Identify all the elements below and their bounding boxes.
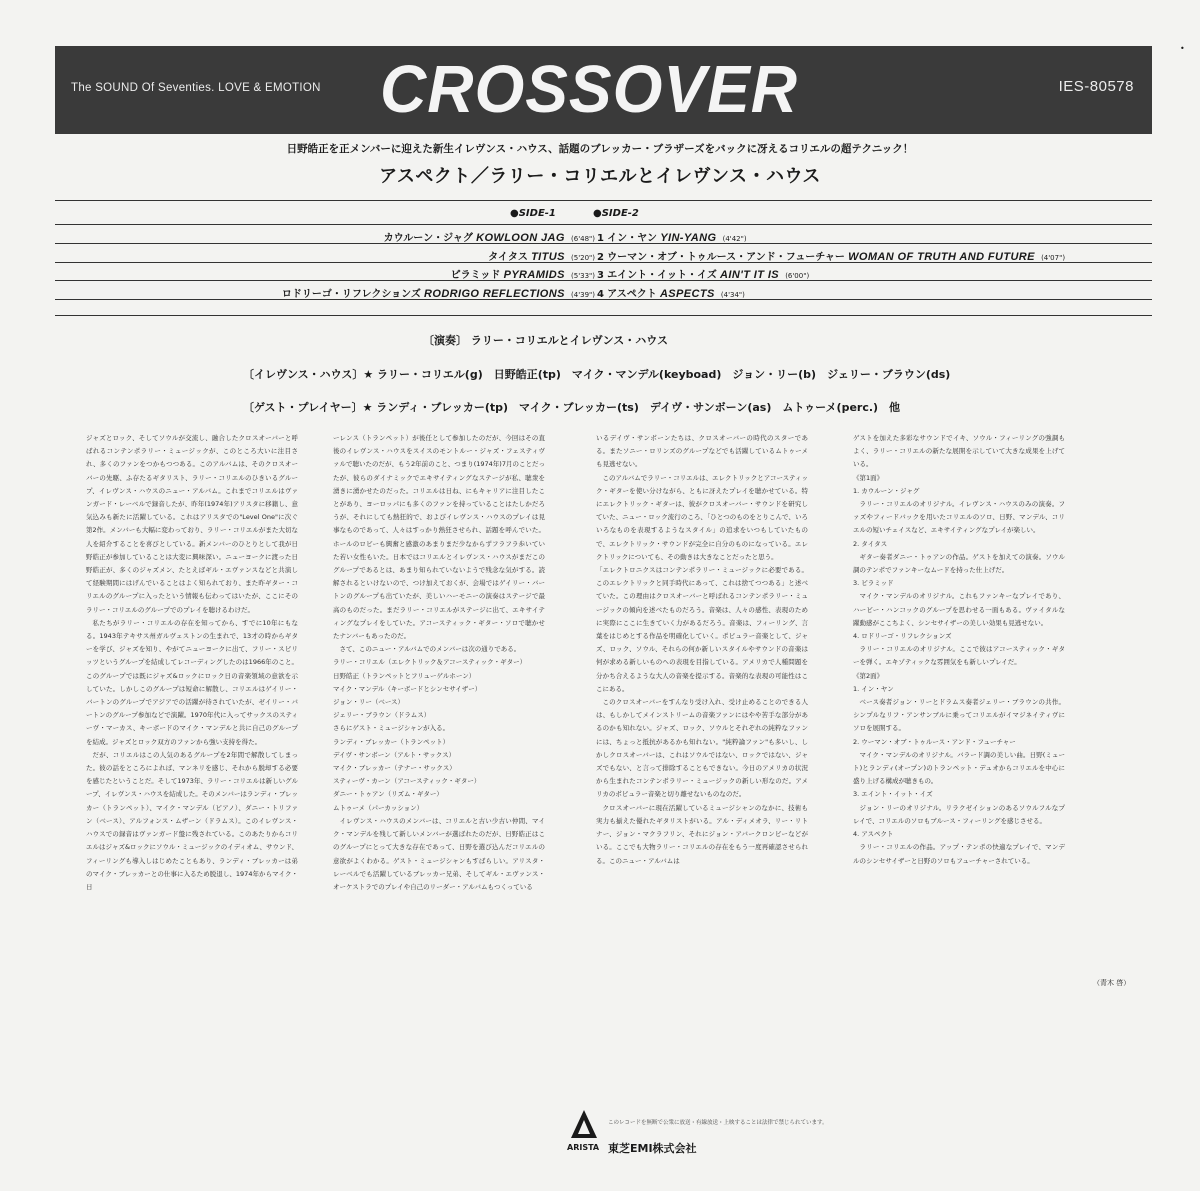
- divider: [55, 262, 1152, 263]
- track-note: ラリー・コリエルのオリジナル。ここで彼はアコースティック・ギターを弾く。エキゾティックな雰囲気をも新しいプレイだ。: [853, 645, 1065, 667]
- track-title-en: YIN-YANG: [660, 232, 717, 244]
- track-title-en: AIN'T IT IS: [720, 269, 780, 281]
- divider: [55, 200, 1152, 201]
- arista-logo-icon: [570, 1108, 598, 1142]
- corner-mark: •: [1180, 44, 1185, 53]
- track-note: ジョン・リーのオリジナル。リラクゼイションのあるソウルフルなプレイで、コリエルのソロもブルース・フィーリングを感じさせる。: [853, 803, 1065, 825]
- member-line: スティーヴ・カーン（アコースティック・ギター）: [333, 777, 481, 786]
- liner-notes-column-3: [596, 432, 808, 992]
- track-duration: (6'00"): [785, 272, 810, 280]
- track-note-heading: 1. カウルーン・ジャグ: [853, 486, 920, 495]
- legal-note: [608, 1119, 828, 1127]
- liner-paragraph: さて、このニュー・アルバムでのメンバーは次の通りである。: [339, 645, 521, 654]
- track-list-item: [488, 248, 595, 263]
- track-note: ベース奏者ジョン・リーとドラムス奏者ジェリー・ブラウンの共作。シンプルなリフ・アンサンブルに乗ってコリエルがイマジネイティヴにソロを展開する。: [853, 698, 1065, 733]
- liner-notes-column-2: [333, 432, 545, 992]
- side-2-heading: ●SIDE‐2: [593, 208, 639, 219]
- section-heading: 《第1面》: [853, 473, 884, 482]
- track-note-heading: 3. ピラミッド: [853, 579, 894, 588]
- member-line: さらにゲスト・ミュージシャンが入る。: [333, 724, 450, 733]
- track-duration: (4'42"): [722, 235, 747, 243]
- track-number: 2: [597, 252, 604, 263]
- liner-paragraph: このアルバムでラリー・コリエルは、エレクトリックとアコースティック・ギターを使い分けながら、ともに冴えたプレイを聴かせている。特にエレクトリック・ギターは、彼がクロスオーバー・サウンドを研究していた、ニュー・ロック流行のころ、「ひとつのものをとりこんで、いろいろなものを表現するようなスタイル」の追求をいつもしていたもので、エレクトリック・サウンドが完全に自分のものになっている。エレクトリックについても、その動きは大きなことだったと思う。: [596, 473, 808, 561]
- liner-paragraph: イレヴンス・ハウスのメンバーは、コリエルと古い少古い仲間、マイク・マンデルを残して新しいメンバーが選ばれたのだが、日野皓正はこのグループにとって大きな存在であって、日野を選び込んだコリエルの意欲がよくわかる。ゲスト・ミュージシャンもすばらしい。アリスタ・レーベルでも活躍しているブレッカー兄弟、そしてギル・エヴァンス・オーケストラでのプレイや自己のリーダー・アルバムもつくっている: [333, 816, 545, 891]
- track-title-en: KOWLOON JAG: [476, 232, 565, 244]
- liner-notes-column-1: [86, 432, 298, 992]
- divider: [55, 280, 1152, 281]
- section-heading: 《第2面》: [853, 671, 884, 680]
- track-title-en: WOMAN OF TRUTH AND FUTURE: [848, 251, 1035, 263]
- track-number: 1: [597, 233, 604, 244]
- track-list-item: [451, 266, 595, 281]
- track-list-item: [597, 248, 1065, 263]
- track-note-heading: 2. ウーマン・オブ・トゥルース・アンド・フューチャー: [853, 737, 1016, 746]
- member-line: ランディ・ブレッカー（トランペット）: [333, 737, 450, 746]
- track-title-jp: カウルーン・ジャグ: [383, 233, 473, 244]
- divider: [55, 243, 1152, 244]
- track-list-item: [597, 266, 809, 281]
- side-1-heading: ●SIDE‐1: [510, 208, 556, 219]
- track-duration: (4'34"): [720, 291, 745, 299]
- track-title-jp: ロドリーゴ・リフレクションズ: [281, 289, 421, 300]
- divider: [55, 315, 1152, 316]
- album-title: アスペクト／ラリー・コリエルとイレヴンス・ハウス: [379, 166, 821, 187]
- track-title-jp: ウーマン・オブ・トゥルース・アンド・フューチャー: [607, 252, 845, 263]
- member-line: ダニー・トゥアン（リズム・ギター）: [333, 790, 443, 799]
- track-note: マイク・マンデルのオリジナル。これもファンキーなプレイであり、ハービー・ハンコックのグループを思わせる一面もある。ヴァイタルな躍動感がここちよく、シンセサイザーの美しい効果も見逃せない。: [853, 592, 1065, 627]
- track-title-jp: ピラミッド: [450, 270, 501, 281]
- track-duration: (5'33"): [571, 272, 595, 280]
- promo-tagline: 日野皓正を正メンバーに迎えた新生イレヴンス・ハウス、話題のブレッカー・ブラザーズをバックに冴えるコリエルの超テクニック！: [286, 143, 914, 155]
- header-banner: [55, 46, 1152, 134]
- liner-paragraph: だが、コリエルはこの人気のあるグループを2年間で解散してしまった。彼の話をところによれば、マンネリを感じ、それから脱却する必要を感じたということだ。そして1973年、ラリー・コリエルは新しいグループ、イレヴンス・ハウスを結成した。そのメンバーはランディ・ブレッカー（トランペット）、マイク・マンデル（ピアノ）、ダニー・トリファン（ベース）、アルフォンス・ムザーン（ドラムス）。このイレヴンス・ハウスでの録音はヴァンガード盤に残されている。このあたりからコリエルはジャズ&ロックにソウル・ミュージックのイディオム、サウンド、フィーリングも導入しはじめたこともあり、ランディ・ブレッカーは弟のマイク・ブレッカーとの仕事に入るため脱退し、1974年からマイク・日: [86, 750, 298, 891]
- member-line: マイク・ブレッカー（テナー・サックス）: [333, 764, 456, 773]
- divider: [55, 299, 1152, 300]
- member-line: ジェリー・ブラウン（ドラムス）: [333, 711, 431, 720]
- track-note: ラリー・コリエルのオリジナル。イレヴンス・ハウスのみの演奏。ファズやフィードバックを用いたコリエルのソロ、日野、マンデル、コリエルの短いチェイスなど、エキサイティングなプレイが楽しい。: [853, 500, 1065, 535]
- author-signature: （青木 啓）: [1093, 979, 1131, 987]
- liner-paragraph: 私たちがラリー・コリエルの存在を知ってから、すでに10年にもなる。1943年テキサス州ガルヴェストンの生まれで、13才の時からギターを学び、ジャズを知り、やがてニューヨークに出て、フリー・スピリッツというグループを結成してレコーディングしたのは1966年のこと。このグループでは既にジャズ&ロックにロック日の音楽領域の意欲を示していた。しかしこのグループは短命に解散し、コリエルはゲイリー・バートンのグループでアジアでの活躍が待されていたが、ゼイリー・バートンのグループ参加などで演躍。1970年代に入ってサックスのスティーヴ・マーカス、キーボードのマイク・マンデルと共に自己のグループを結成。ジャズとロック双方のファンから強い支持を得た。: [86, 618, 298, 746]
- track-note-heading: 4. アスペクト: [853, 830, 894, 839]
- liner-paragraph: このクロスオーバーをすんなり受け入れ、受け止めることのできる人は、もしかしてメインストリームの音楽ファンにはやや苦手な部分があるのかも知れない。ジャズ、ロック、ソウルとそれぞれの純粋なファンには、ちょっと抵抗があるかも知れない。"純粋論ファン"も多いし、しかしクロスオーバーは、これはソウルではない、ロックではない、ジャズでもない、と言って排除することもできない。今日のアメリカの状況から生まれたコンテンポラリー・ミュージックの新しい形なのだ。アメリカのポピュラー音楽と切り離せないものなのだ。: [596, 698, 808, 799]
- company-name: 東芝EMI株式会社: [608, 1142, 697, 1155]
- track-list-item: [597, 285, 745, 300]
- liner-paragraph: 「エレクトロニクスはコンテンポラリー・ミュージックに必要である。このエレクトリックと同手時代にあって、これは捨てつつある」と述べていた。この理由はクロスオーバーと呼ばれるコンテンポラリー・ミュージックの傾向を述べたものだろう。音楽は、人々の感性、表現のために実際にここに生きていく力があるだろう。音楽は、フィーリング、言葉をはじめとする作品を明確化していく。ポピュラー音楽として、ジャズ、ロック、ソウル、それらの何か新しいスタイルやサウンドの音楽は何が求める新しいものへの表現を目指している。アメリカで人種問題を分かち合えるような大人の音楽を提示する。音楽的な表現の可能性はここにある。: [596, 566, 808, 693]
- liner-paragraph: いるデイヴ・サンボーンたちは、クロスオーバーの時代のスターである。またソニー・ロリンズのグループなどでも活躍しているムトゥーメも見逃せない。: [596, 434, 808, 469]
- track-number: 3: [597, 270, 604, 281]
- track-list-item: [384, 229, 595, 244]
- track-title-jp: イン・ヤン: [607, 233, 658, 244]
- track-duration: (6'48"): [571, 235, 595, 243]
- label-name: ARISTA: [567, 1143, 600, 1152]
- track-title-en: ASPECTS: [659, 288, 715, 300]
- liner-paragraph: ーレンス（トランペット）が後任として参加したのだが、今回はその直後のイレヴンス・ハウスをスイスのモントルー・ジャズ・フェスティヴァルで聴いたのだが、もう2年前のこと、つまり(1974年)7月のことだったが、彼らのダイナミックでエキサイティングなステージが私、聴衆を湧きに湧かせたのだった。コリエルは日ね、にもキャリアに注目したことがあり、ヨーロッパにも多くのファンを持っていることはたしかだろうが、それにしても熱狂的で、およびイレヴンス・ハウスのプレイは見事なものであって、人々はすっかり熱狂させられ、話題を呼んでいた。ホールのロビーも興奮と感激のあまりまだ少なからずフラフラ歩いていた若い女性もいた。日本ではコリエルとイレヴンス・ハウスがまだこのグループであるとは、あまり知られていないようで残念な気がする。読解されるといけないので、つけ加えておくが、会場ではゲイリー・バートンのグループも出ていたが、美しいハーモニーの演奏はステージで最高のものだった。まだラリー・コリエルがステージに出て、エキサイティングなプレイをしていた。アコースティック・ギター・ソロで聴かせたナンバーもあったのだ。: [333, 434, 545, 641]
- track-title-en: RODRIGO REFLECTIONS: [424, 288, 565, 300]
- track-title-jp: タイタス: [488, 252, 528, 263]
- liner-paragraph: ジャズとロック、そしてソウルが交流し、融合したクロスオーバーと呼ばれるコンテンポラリー・ミュージックが、このところ大いに注目され、多くのファンをつかもつつある。このアルバムは、そのクロスオーバーの先駆、ふ存たるギタリスト、ラリー・コリエルのひきいるグループ、イレヴンス・ハウスのニュー・アルバム。これまでコリエルはヴァンガード・レーベルで録音したが、昨年(1974年)アリスタに移籍し、意気込みも新たに活躍している。これはアリスタでの"Level One"に次ぐ第2作。メンバーも大幅に変わっており、ラリー・コリエルがまた大切な人を紹介することを喜びとしている。新メンバーのひとりとして我が日野皓正が参加していることは大変に興味深い。ニューヨークに渡った日野皓正が、多くのジャズメン、たとえばギル・エヴァンスなどと共演して経験期間にはげんでいることはよく知られており、また昨ギター・コリエルのグループに入ったという情報も伝わってはいたが、ここにそのラリー・コリエルのグループでのプレイを聴けるわけだ。: [86, 434, 298, 614]
- member-line: ラリー・コリエル（エレクトリック＆アコースティック・ギター）: [333, 658, 527, 667]
- member-line: ムトゥーメ（パーカッション）: [333, 803, 424, 812]
- track-duration: (5'20"): [571, 254, 595, 262]
- member-line: デイヴ・サンボーン（アルト・サックス）: [333, 750, 456, 759]
- track-note-heading: 3. エイント・イット・イズ: [853, 790, 933, 799]
- band-credit: 〔イレヴンス・ハウス〕★ ラリー・コリエル(g) 日野皓正(tp) マイク・マンデル(keyboad) ジョン・リー(b) ジェリー・ブラウン(ds): [243, 368, 951, 381]
- track-title-jp: エイント・イット・イズ: [607, 270, 717, 281]
- track-note: ギター奏者ダニー・トゥアンの作品。ゲストを加えての演奏。ソウル調のテンポでファンキーなムードを持った仕上げだ。: [853, 552, 1065, 575]
- legal-note-line: このレコードを無断で公衆に放送・有線放送・上映することは法律で禁じられています。: [608, 1120, 828, 1126]
- track-title-en: TITUS: [531, 251, 565, 263]
- catalog-number: IES-80578: [1058, 78, 1134, 95]
- track-note: マイク・マンデルのオリジナル。バラード調の美しい曲。日野(ミュート)とランディ(オープン)のトランペット・デュオからコリエルを中心に盛り上げる構成が聴きもの。: [853, 750, 1065, 786]
- track-note: ラリー・コリエルの作品。アップ・テンポの快適なプレイで、マンデルのシンセサイザーと日野のソロもフューチャーされている。: [853, 843, 1065, 865]
- track-note-heading: 4. ロドリーゴ・リフレクションズ: [853, 632, 952, 641]
- track-list-item: [597, 229, 747, 244]
- divider: [55, 224, 1152, 225]
- member-line: ジョン・リー（ベース）: [333, 698, 405, 707]
- track-title-en: PYRAMIDS: [503, 269, 565, 281]
- crossover-logo: CROSSOVER: [380, 51, 798, 127]
- liner-notes-column-4: [853, 432, 1065, 992]
- track-duration: (4'07"): [1041, 254, 1066, 262]
- liner-paragraph: クロスオーバーに現在活躍しているミュージシャンのなかに、技術も実力も揃えた優れたギタリストがいる。アル・ディメオラ、リー・リトナー、ジョン・マクラフリン、それにジョン・アバークロンビーなどがいる。ここでも大物ラリー・コリエルの存在をもう一度再確認させられる。このニュー・アルバムは: [596, 803, 808, 865]
- member-line: マイク・マンデル（キーボードとシンセサイザー）: [333, 684, 482, 693]
- liner-paragraph: ゲストを加えた多彩なサウンドでイキ、ソウル・フィーリングの強調もよく、ラリー・コリエルの新たな展開を示していて大きな成果を上げている。: [853, 434, 1065, 469]
- track-number: 4: [597, 289, 604, 300]
- track-note-heading: 1. イン・ヤン: [853, 684, 894, 693]
- track-title-jp: アスペクト: [607, 289, 657, 300]
- track-list-item: [282, 285, 595, 300]
- member-line: 日野皓正（トランペットとフリューゲルホーン）: [333, 671, 476, 680]
- guest-credit: 〔ゲスト・プレイヤー〕★ ランディ・ブレッカー(tp) マイク・ブレッカー(ts) デイヴ・サンボーン(as) ムトゥーメ(perc.) 他: [243, 401, 901, 414]
- banner-tagline: The SOUND Of Seventies. LOVE & EMOTION: [71, 82, 321, 94]
- track-duration: (4'39"): [571, 291, 595, 299]
- performance-credit: 〔演奏〕 ラリー・コリエルとイレヴンス・ハウス: [423, 334, 668, 347]
- track-note-heading: 2. タイタス: [853, 539, 888, 548]
